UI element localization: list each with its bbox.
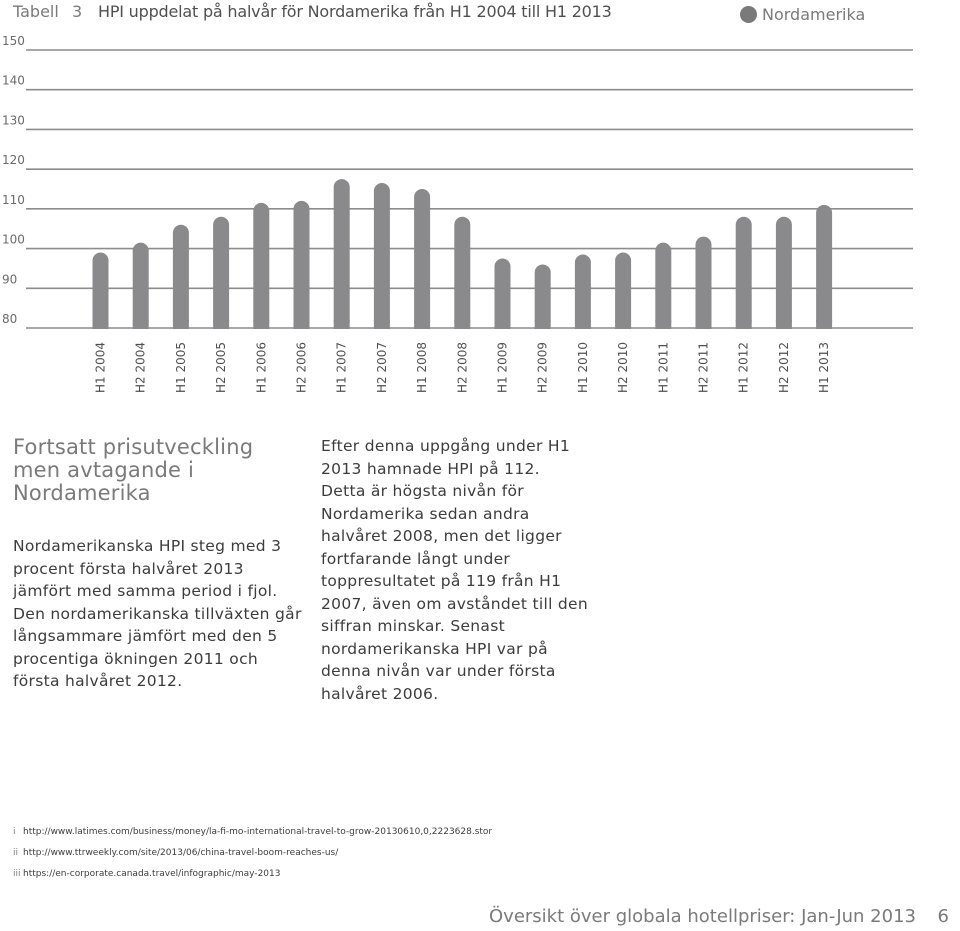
x-tick-label: H2 2006 xyxy=(294,342,309,394)
hpi-bar-chart xyxy=(0,30,960,400)
y-tick-label: 130 xyxy=(2,113,25,128)
x-tick-label: H1 2012 xyxy=(736,342,751,394)
bar xyxy=(374,183,390,329)
y-tick-label: 100 xyxy=(2,232,25,247)
footnote xyxy=(13,864,492,885)
y-tick-label: 80 xyxy=(2,312,18,326)
body-paragraph: Efter denna uppgång under H1 2013 hamnade HPI på 112. xyxy=(321,437,571,478)
legend-swatch xyxy=(740,6,757,23)
x-tick-label: H2 2004 xyxy=(133,342,148,394)
x-tick-label: H2 2010 xyxy=(616,342,631,394)
x-tick-label: H1 2009 xyxy=(495,342,510,394)
footnote-link[interactable]: http://www.ttrweekly.com/site/2013/06/china-travel-boom-reaches-us/ xyxy=(23,848,339,858)
footnote xyxy=(13,822,492,843)
bar-base xyxy=(615,320,631,329)
y-tick-label: 150 xyxy=(2,34,25,48)
bar-base xyxy=(173,320,189,329)
footnote xyxy=(13,843,492,864)
bar xyxy=(575,255,591,329)
bar xyxy=(93,253,109,329)
x-tick-label: H1 2013 xyxy=(817,342,832,394)
x-tick-label: H1 2011 xyxy=(656,342,671,394)
x-tick-label: H2 2005 xyxy=(214,342,229,394)
bar-base xyxy=(213,320,229,329)
bar-base xyxy=(414,320,430,329)
bar-base xyxy=(93,320,109,329)
bar-base xyxy=(696,320,712,329)
bar xyxy=(454,217,470,329)
table-number: 3 xyxy=(72,2,83,21)
bar-base xyxy=(454,320,470,329)
bar xyxy=(414,189,430,329)
bar-base xyxy=(294,320,310,329)
legend-label: Nordamerika xyxy=(762,5,866,24)
bar-base xyxy=(776,320,792,329)
bar xyxy=(133,243,149,329)
bar-base xyxy=(374,320,390,329)
footnote-link[interactable]: http://www.latimes.com/business/money/la-fi-mo-international-travel-to-grow-20130610,0,2223628.stor xyxy=(23,827,493,837)
footer-title: Översikt över globala hotellpriser: Jan-Jun 2013 xyxy=(489,906,916,927)
y-tick-label: 140 xyxy=(2,73,25,88)
bar xyxy=(495,259,511,330)
footnote-marker: ii xyxy=(13,848,19,858)
bar xyxy=(253,203,269,329)
x-tick-label: H1 2008 xyxy=(415,342,430,394)
y-tick-label: 120 xyxy=(2,153,25,168)
bar-base xyxy=(253,320,269,329)
footnote-marker: iii xyxy=(13,869,21,879)
chart-header xyxy=(0,0,960,26)
chart-title: HPI uppdelat på halvår för Nordamerika från H1 2004 till H1 2013 xyxy=(98,2,612,21)
section-heading: Fortsatt prisutveckling men avtagande i Nordamerika xyxy=(13,435,254,505)
x-tick-label: H2 2011 xyxy=(696,342,711,394)
body-paragraph: Detta är högsta nivån för Nordamerika sedan andra halvåret 2008, men det ligger fortfarande långt under toppresultatet på 119 från H1 2007, även om avståndet till den siffran minskar. Senast nordamerikanska HPI var på denna nivån var under första halvåret 2006. xyxy=(321,482,589,703)
bar xyxy=(294,201,310,329)
bar xyxy=(615,253,631,329)
bar-base xyxy=(816,320,832,329)
bar-base xyxy=(736,320,752,329)
bar-base xyxy=(334,320,350,329)
bar xyxy=(173,225,189,329)
bar xyxy=(213,217,229,329)
x-tick-label: H1 2007 xyxy=(334,342,349,394)
x-tick-label: H1 2005 xyxy=(173,342,188,394)
x-tick-label: H1 2006 xyxy=(254,342,269,394)
body-column-2 xyxy=(321,435,596,705)
bar-base xyxy=(575,320,591,329)
bar-base xyxy=(495,320,511,329)
x-tick-label: H2 2012 xyxy=(776,342,791,394)
bar xyxy=(535,264,551,329)
page-number: 6 xyxy=(937,906,949,927)
body-column-1: Nordamerikanska HPI steg med 3 procent första halvåret 2013 jämfört med samma period i fjol. Den nordamerikanska tillväxten går långsammare jämfört med den 5 procentiga ökningen 2011 och första halvåret 2012. xyxy=(13,537,302,690)
x-tick-label: H1 2004 xyxy=(93,342,108,394)
bar xyxy=(696,237,712,329)
bar-base xyxy=(535,320,551,329)
x-tick-label: H2 2007 xyxy=(374,342,389,394)
x-tick-label: H2 2009 xyxy=(535,342,550,394)
x-tick-label: H1 2010 xyxy=(575,342,590,394)
footnote-link[interactable]: https://en-corporate.canada.travel/infographic/may-2013 xyxy=(23,869,281,879)
x-tick-label: H2 2008 xyxy=(455,342,470,394)
bar xyxy=(655,243,671,329)
bar xyxy=(776,217,792,329)
y-tick-label: 90 xyxy=(2,272,18,287)
table-label: Tabell xyxy=(13,2,59,21)
footnotes xyxy=(13,822,492,885)
bar xyxy=(816,205,832,329)
bar xyxy=(736,217,752,329)
y-tick-label: 110 xyxy=(2,192,25,207)
footnote-marker: i xyxy=(13,827,16,837)
bar-base xyxy=(133,320,149,329)
bar-base xyxy=(655,320,671,329)
bar xyxy=(334,179,350,329)
